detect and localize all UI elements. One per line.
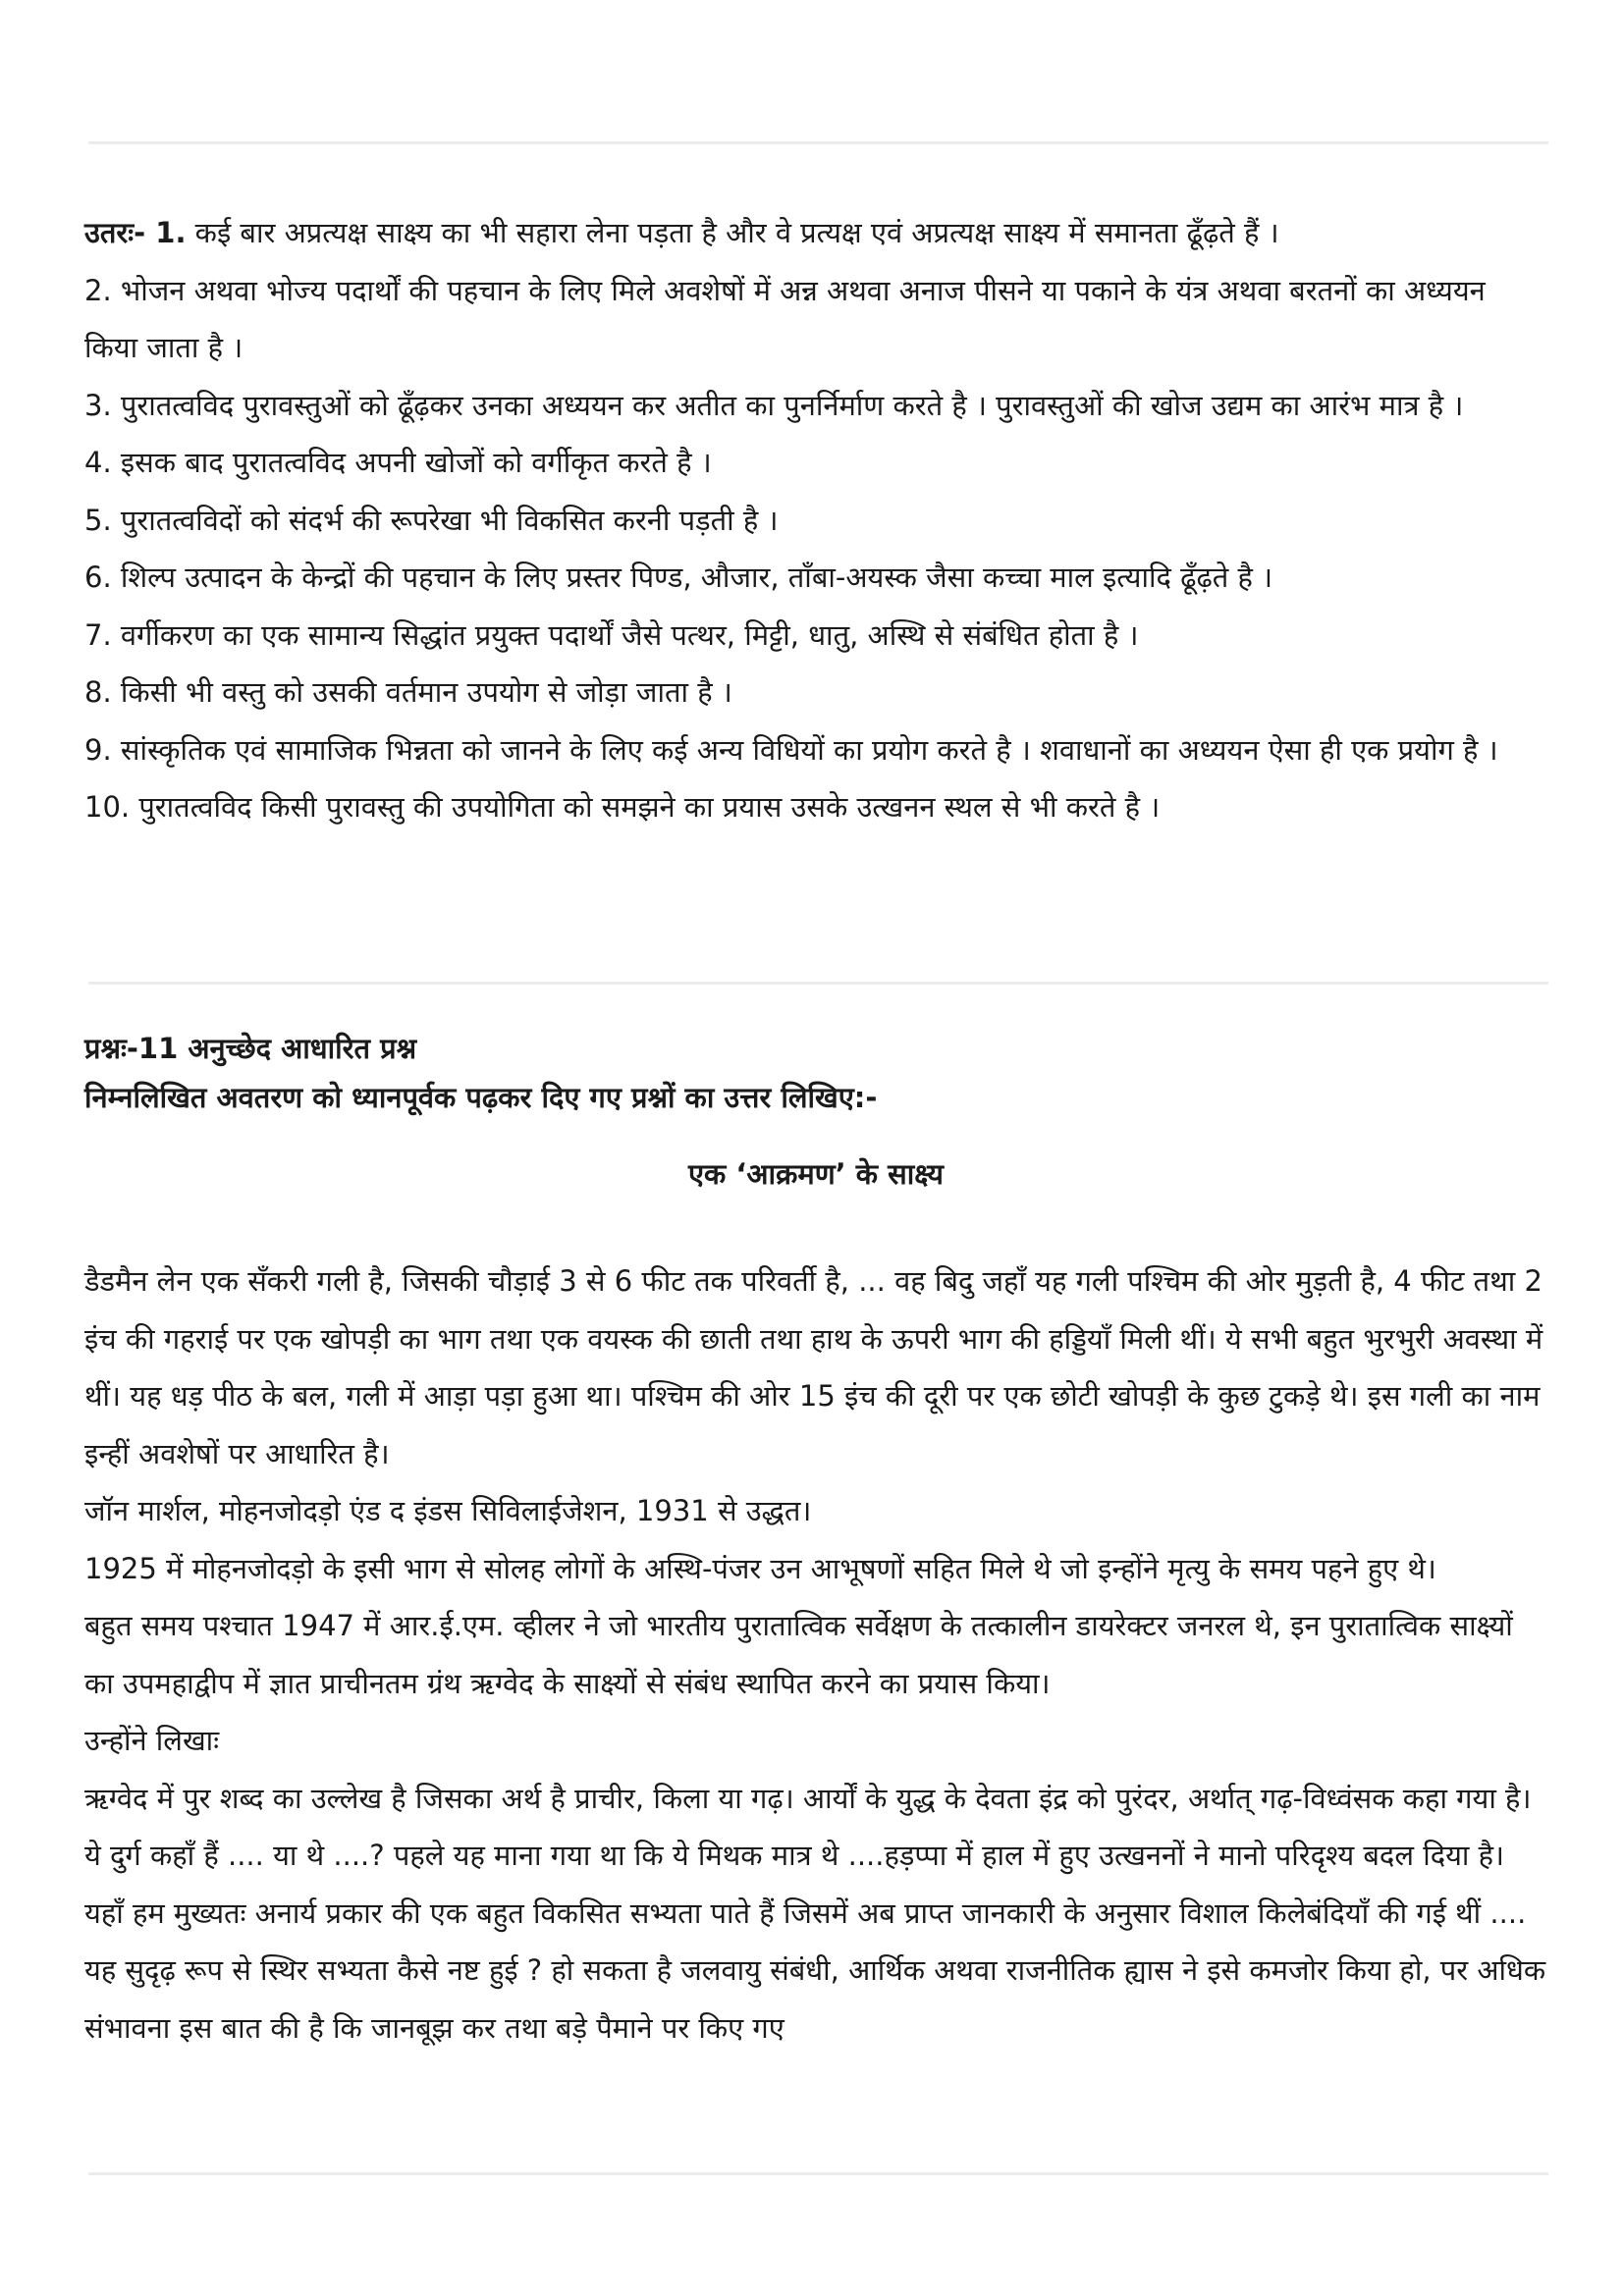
- answer-item-1-text: कई बार अप्रत्यक्ष साक्ष्य का भी सहारा लेना पड़ता है और वे प्रत्यक्ष एवं अप्रत्यक्ष साक्ष्य में समानता ढूँढ़ते हैं ।: [186, 216, 1279, 249]
- passage-paragraph-4: उन्होंने लिखाः: [84, 1724, 220, 1757]
- answer-item-9: 9. सांस्कृतिक एवं सामाजिक भिन्नता को जानने के लिए कई अन्य विधियों का प्रयोग करते है । शवाधानों का अध्ययन ऐसा ही एक प्रयोग है ।: [84, 732, 1498, 767]
- question-heading: प्रश्नः-11 अनुच्छेद आधारित प्रश्न: [84, 1032, 417, 1065]
- passage-paragraph-3: बहुत समय पश्चात 1947 में आर.ई.एम. व्हीलर ने जो भारतीय पुरातात्विक सर्वेक्षण के तत्कालीन डायरेक्टर जनरल थे, इन पुरातात्विक साक्ष्यों का उपमहाद्वीप में ज्ञात प्राचीनतम ग्रंथ ऋग्वेद के साक्ष्यों से संबंध स्थापित करने का प्रयास किया।: [84, 1609, 1513, 1700]
- answer-item-5: 5. पुरातत्वविदों को संदर्भ की रूपरेखा भी विकसित करनी पड़ती है ।: [84, 503, 779, 537]
- answer-item-4: 4. इसक बाद पुरातत्वविद अपनी खोजों को वर्गीकृत करते है ।: [84, 446, 712, 479]
- answer-item-8: 8. किसी भी वस्तु को उसकी वर्तमान उपयोग से जोड़ा जाता है ।: [84, 675, 732, 709]
- answer-item-2: 2. भोजन अथवा भोज्य पदार्थों की पहचान के लिए मिले अवशेषों में अन्न अथवा अनाज पीसने या पकाने के यंत्र अथवा बरतनों का अध्ययन किया जाता है ।: [84, 273, 1486, 364]
- question-instruction: निम्नलिखित अवतरण को ध्यानपूर्वक पढ़कर दिए गए प्रश्नों का उत्तर लिखिए:-: [84, 1081, 878, 1114]
- passage-title: एक ‘आक्रमण’ के साक्ष्य: [688, 1157, 944, 1191]
- answer-item-3: 3. पुरातत्वविद पुरावस्तुओं को ढूँढ़कर उनका अध्ययन कर अतीत का पुनर्निर्माण करते है । पुरावस्तुओं की खोज उद्यम का आरंभ मात्र है ।: [84, 388, 1464, 422]
- answer-item-1: [84, 204, 1547, 262]
- answer-item-6: 6. शिल्प उत्पादन के केन्द्रों की पहचान के लिए प्रस्तर पिण्ड, औजार, ताँबा-अयस्क जैसा कच्चा माल इत्यादि ढूँढ़ते है ।: [84, 561, 1273, 594]
- passage-paragraph-1: डैडमैन लेन एक सँकरी गली है, जिसकी चौड़ाई 3 से 6 फीट तक परिवर्ती है, ... वह बिदु जहाँ यह गली पश्चिम की ओर मुड़ती है, 4 फीट तथा 2 इंच की गहराई पर एक खोपड़ी का भाग तथा एक वयस्क की छाती तथा हाथ के ऊपरी भाग की हड्डियाँ मिली थीं। ये सभी बहुत भुरभुरी अवस्था में थीं। यह धड़ पीठ के बल, गली में आड़ा पड़ा हुआ था। पश्चिम की ओर 15 इंच की दूरी पर एक छोटी खोपड़ी के कुछ टुकड़े थे। इस गली का नाम इन्हीं अवशेषों पर आधारित है।: [84, 1264, 1543, 1470]
- top-divider: [88, 141, 1548, 144]
- answer-item-10: 10. पुरातत्वविद किसी पुरावस्तु की उपयोगिता को समझने का प्रयास उसके उत्खनन स्थल से भी करते है ।: [84, 790, 1161, 824]
- answer-item-7: 7. वर्गीकरण का एक सामान्य सिद्धांत प्रयुक्त पदार्थों जैसे पत्थर, मिट्टी, धातु, अस्थि से संबंधित होता है ।: [84, 617, 1139, 652]
- passage-citation: जॉन मार्शल, मोहनजोदड़ो एंड द इंडस सिविलाईजेशन, 1931 से उद्धत।: [84, 1494, 812, 1527]
- question-section: [84, 1024, 1547, 1199]
- passage-section: [84, 1253, 1547, 2056]
- answer-section: [84, 204, 1547, 836]
- answer-label: उतरः- 1.: [84, 216, 187, 249]
- passage-paragraph-5: ऋग्वेद में पुर शब्द का उल्लेख है जिसका अर्थ है प्राचीर, किला या गढ़। आर्यों के युद्ध के देवता इंद्र को पुरंदर, अर्थात् गढ़-विध्वंसक कहा गया है। ये दुर्ग कहाँ हैं .... या थे ....? पहले यह माना गया था कि ये मिथक मात्र थे ....हड़प्पा में हाल में हुए उत्खननों ने मानो परिदृश्य बदल दिया है। यहाँ हम मुख्यतः अनार्य प्रकार की एक बहुत विकसित सभ्यता पाते हैं जिसमें अब प्राप्त जानकारी के अनुसार विशाल किलेबंदियाँ की गई थीं .... यह सुदृढ़ रूप से स्थिर सभ्यता कैसे नष्ट हुई ? हो सकता है जलवायु संबंधी, आर्थिक अथवा राजनीतिक ह्यास ने इसे कमजोर किया हो, पर अधिक संभावना इस बात की है कि जानबूझ कर तथा बड़े पैमाने पर किए गए: [84, 1781, 1546, 2045]
- bottom-divider: [88, 2172, 1548, 2175]
- middle-divider: [88, 982, 1548, 985]
- passage-paragraph-2: 1925 में मोहनजोदड़ो के इसी भाग से सोलह लोगों के अस्थि-पंजर उन आभूषणों सहित मिले थे जो इन्होंने मृत्यु के समय पहने हुए थे।: [84, 1551, 1436, 1585]
